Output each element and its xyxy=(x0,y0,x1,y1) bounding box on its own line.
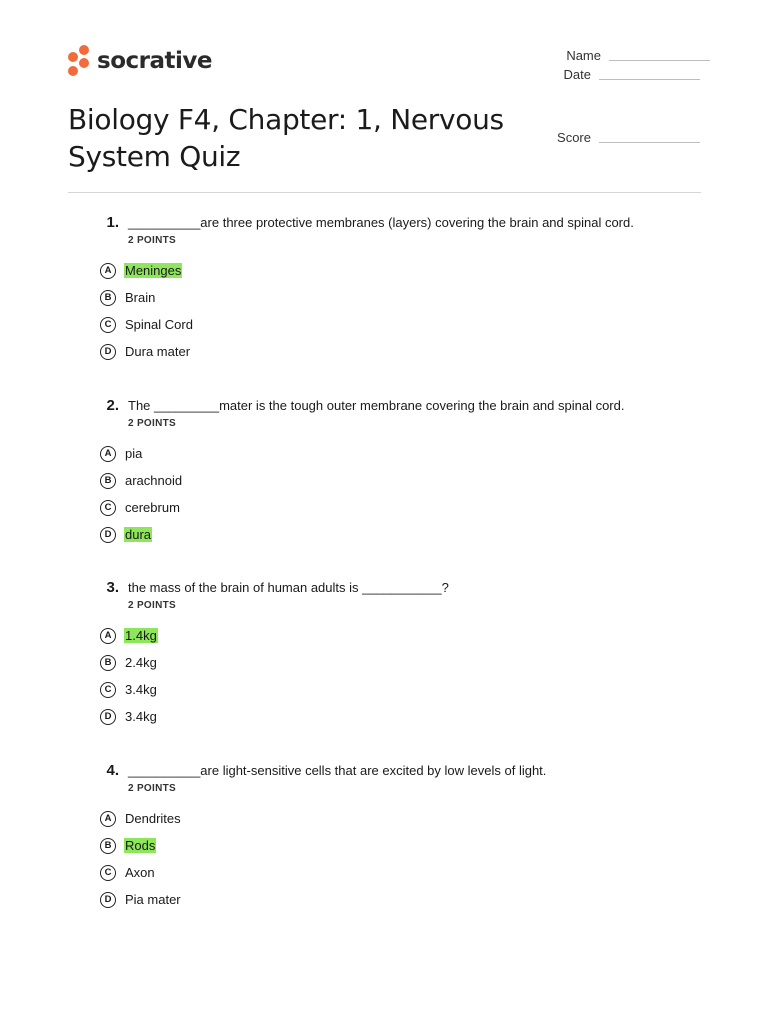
option-letter-circle[interactable]: A xyxy=(100,446,116,462)
score-line[interactable] xyxy=(599,141,700,143)
answer-options xyxy=(100,257,193,365)
answer-text: Pia mater xyxy=(125,892,181,907)
correct-answer-text: 1.4kg xyxy=(125,628,157,643)
option-letter-circle[interactable]: B xyxy=(100,838,116,854)
answer-options xyxy=(100,440,182,548)
question-header xyxy=(100,214,720,246)
correct-answer-text: Meninges xyxy=(125,263,182,278)
answer-option-b[interactable] xyxy=(100,284,193,311)
answer-option-b[interactable] xyxy=(100,467,182,494)
option-letter-circle[interactable]: D xyxy=(100,892,116,908)
option-letter-circle[interactable]: A xyxy=(100,628,116,644)
name-line[interactable] xyxy=(609,59,710,61)
answer-option-d[interactable] xyxy=(100,886,181,913)
question-points: 2 POINTS xyxy=(128,783,176,794)
socrative-logo-icon xyxy=(67,44,91,78)
answer-option-c[interactable] xyxy=(100,859,181,886)
answer-options xyxy=(100,622,158,730)
question-2 xyxy=(100,397,720,542)
question-4 xyxy=(100,762,720,907)
question-1 xyxy=(100,214,720,359)
option-letter-circle[interactable]: D xyxy=(100,344,116,360)
option-letter-circle[interactable]: C xyxy=(100,865,116,881)
answer-option-b[interactable] xyxy=(100,832,181,859)
answer-option-a[interactable] xyxy=(100,805,181,832)
question-3 xyxy=(100,579,720,724)
question-points: 2 POINTS xyxy=(128,600,176,611)
answer-options xyxy=(100,805,181,913)
answer-text: pia xyxy=(125,446,143,461)
date-label: Date xyxy=(563,67,591,82)
question-header xyxy=(100,397,720,429)
option-letter-circle[interactable]: A xyxy=(100,263,116,279)
answer-option-c[interactable] xyxy=(100,494,182,521)
answer-option-c[interactable] xyxy=(100,676,158,703)
question-points: 2 POINTS xyxy=(128,235,176,246)
option-letter-circle[interactable]: B xyxy=(100,473,116,489)
option-letter-circle[interactable]: C xyxy=(100,682,116,698)
correct-answer-text: Rods xyxy=(125,838,156,853)
answer-option-d[interactable] xyxy=(100,338,193,365)
question-number: 2. xyxy=(106,397,119,414)
option-letter-circle[interactable]: D xyxy=(100,527,116,543)
date-line[interactable] xyxy=(599,78,700,80)
socrative-logo xyxy=(67,44,212,78)
date-field[interactable] xyxy=(498,67,700,82)
option-letter-circle[interactable]: B xyxy=(100,655,116,671)
question-text: The _________mater is the tough outer membrane covering the brain and spinal cord. xyxy=(128,398,625,413)
question-number: 3. xyxy=(106,579,119,596)
answer-option-a[interactable] xyxy=(100,622,158,649)
answer-text: 3.4kg xyxy=(125,709,157,724)
option-letter-circle[interactable]: C xyxy=(100,317,116,333)
question-text: the mass of the brain of human adults is ___________? xyxy=(128,580,449,595)
answer-text: Dura mater xyxy=(125,344,191,359)
answer-text: 2.4kg xyxy=(125,655,157,670)
answer-text: 3.4kg xyxy=(125,682,157,697)
answer-option-a[interactable] xyxy=(100,440,182,467)
question-text: __________are three protective membranes (layers) covering the brain and spinal cord. xyxy=(128,215,634,230)
score-label: Score xyxy=(557,130,591,145)
question-points: 2 POINTS xyxy=(128,418,176,429)
answer-text: Axon xyxy=(125,865,155,880)
name-label: Name xyxy=(566,48,601,63)
option-letter-circle[interactable]: D xyxy=(100,709,116,725)
option-letter-circle[interactable]: A xyxy=(100,811,116,827)
question-header xyxy=(100,579,720,611)
option-letter-circle[interactable]: C xyxy=(100,500,116,516)
answer-text: Dendrites xyxy=(125,811,181,826)
option-letter-circle[interactable]: B xyxy=(100,290,116,306)
answer-text: arachnoid xyxy=(125,473,183,488)
quiz-title: Biology F4, Chapter: 1, Nervous System Quiz xyxy=(68,103,504,173)
question-number: 1. xyxy=(106,214,119,231)
answer-option-b[interactable] xyxy=(100,649,158,676)
brand-name: socrative xyxy=(97,48,212,74)
answer-text: cerebrum xyxy=(125,500,180,515)
answer-option-a[interactable] xyxy=(100,257,193,284)
answer-option-c[interactable] xyxy=(100,311,193,338)
answer-option-d[interactable] xyxy=(100,521,182,548)
correct-answer-text: dura xyxy=(125,527,152,542)
question-text: __________are light-sensitive cells that are excited by low levels of light. xyxy=(128,763,547,778)
question-number: 4. xyxy=(106,762,119,779)
answer-text: Brain xyxy=(125,290,156,305)
answer-text: Spinal Cord xyxy=(125,317,193,332)
header-divider xyxy=(68,192,701,193)
name-field[interactable] xyxy=(508,48,710,63)
question-header xyxy=(100,762,720,794)
answer-option-d[interactable] xyxy=(100,703,158,730)
